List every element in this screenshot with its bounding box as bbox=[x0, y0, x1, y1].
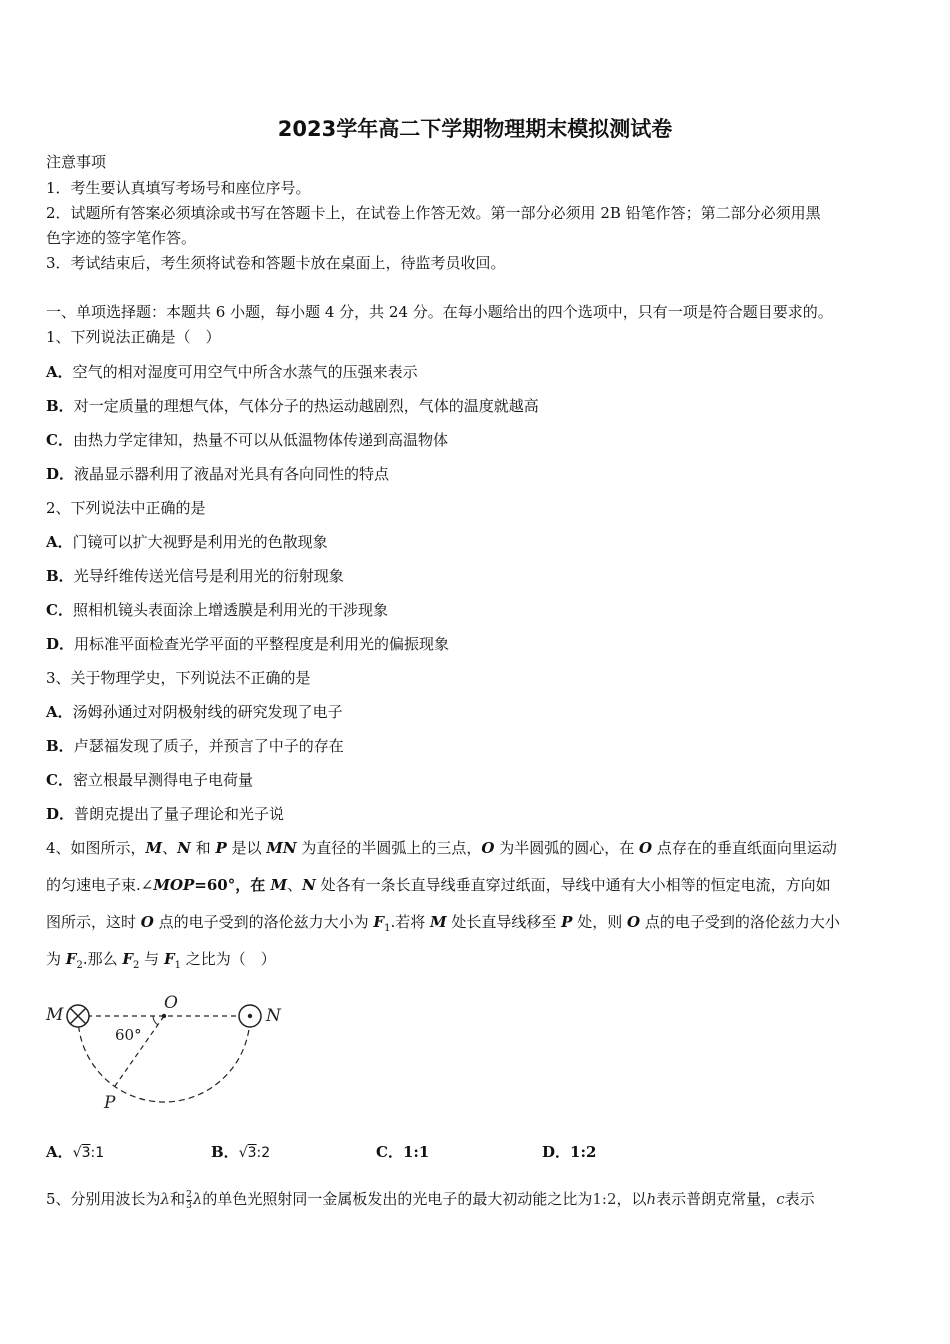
semicircle-arc bbox=[78, 1016, 250, 1102]
symbol-MOP: MOP bbox=[153, 876, 195, 894]
notice-item-2-cont: 色字迹的签字笔作答。 bbox=[46, 229, 197, 247]
text-run: 处，则 bbox=[572, 913, 627, 931]
symbol-h: h bbox=[646, 1190, 657, 1208]
q1-option-c bbox=[46, 430, 448, 450]
symbol-F: F bbox=[163, 950, 175, 968]
label-o: O bbox=[164, 993, 178, 1013]
text-run: 5、分别用波长为 bbox=[46, 1190, 161, 1208]
q4-stem-line-2 bbox=[46, 875, 831, 895]
text-run: 的单色光照射同一金属板发出的光电子的最大初动能之比为 bbox=[202, 1190, 593, 1208]
q3-stem: 3、关于物理学史，下列说法不正确的是 bbox=[46, 669, 311, 687]
option-text: 1:2 bbox=[570, 1143, 597, 1161]
text-run: 处长直导线移至 bbox=[446, 913, 562, 931]
option-text: 对一定质量的理想气体，气体分子的热运动越剧烈，气体的温度就越高 bbox=[73, 397, 539, 415]
q1-option-a bbox=[46, 362, 418, 382]
q3-option-b bbox=[46, 736, 344, 756]
option-text: 液晶显示器利用了液晶对光具有各向同性的特点 bbox=[74, 465, 390, 483]
option-letter: D． bbox=[46, 805, 75, 823]
q3-option-a bbox=[46, 702, 343, 722]
symbol-P: P bbox=[561, 913, 573, 931]
option-letter: B． bbox=[46, 397, 74, 415]
text-run: 与 bbox=[139, 950, 164, 968]
q4-option-a bbox=[46, 1142, 104, 1163]
option-text: 密立根最早测得电子电荷量 bbox=[72, 771, 253, 789]
symbol-lambda: λ bbox=[160, 1190, 171, 1208]
q1-option-d bbox=[46, 464, 389, 484]
option-text: 空气的相对湿度可用空气中所含水蒸气的压强来表示 bbox=[72, 363, 418, 381]
text-run: 4、如图所示， bbox=[46, 839, 146, 857]
ratio: 1:2 bbox=[592, 1190, 617, 1208]
text-run: 点的电子受到的洛伦兹力大小为 bbox=[153, 913, 374, 931]
center-o-point bbox=[162, 1014, 166, 1018]
option-letter: C． bbox=[46, 771, 73, 789]
option-text: 卢瑟福发现了质子，并预言了中子的存在 bbox=[73, 737, 344, 755]
angle-label: 60° bbox=[115, 1026, 142, 1044]
option-text: 1:1 bbox=[402, 1143, 430, 1161]
text-run: 处各有一条长直导线垂直穿过纸面，导线中通有大小相等的恒定电流，方向如 bbox=[315, 876, 831, 894]
sqrt-sign: √3 bbox=[72, 1145, 91, 1161]
q1-option-b bbox=[46, 396, 539, 416]
text-run: 为直径的半圆弧上的三点， bbox=[296, 839, 482, 857]
option-letter: B． bbox=[211, 1143, 239, 1161]
fraction-denominator: 3 bbox=[186, 1200, 192, 1211]
option-letter: B． bbox=[46, 737, 74, 755]
option-letter: C． bbox=[46, 431, 73, 449]
fraction-numerator: 2 bbox=[186, 1189, 192, 1200]
text-run: 点的电子受到的洛伦兹力大小 bbox=[640, 913, 840, 931]
subscript: 1 bbox=[174, 960, 181, 971]
text-run: 的匀速电子束.∠ bbox=[46, 876, 154, 894]
text-run: 表示普朗克常量， bbox=[656, 1190, 777, 1208]
notice-item-3: 3．考试结束后，考生须将试卷和答题卡放在桌面上，待监考员收回。 bbox=[46, 254, 506, 272]
option-text: 普朗克提出了量子理论和光子说 bbox=[74, 805, 285, 823]
symbol-O: O bbox=[639, 839, 653, 857]
text-run: .若将 bbox=[390, 913, 430, 931]
angle-arc bbox=[153, 1016, 158, 1025]
symbol-M: M bbox=[429, 913, 447, 931]
q4-semicircle-figure bbox=[40, 988, 300, 1116]
text-run: 和 bbox=[190, 839, 216, 857]
page-title: 2023学年高二下学期物理期末模拟测试卷 bbox=[277, 117, 673, 141]
symbol-MN: MN bbox=[266, 839, 297, 857]
option-text: 汤姆孙通过对阴极射线的研究发现了电子 bbox=[72, 703, 343, 721]
text-run: 、 bbox=[287, 876, 303, 894]
option-letter: C． bbox=[46, 601, 73, 619]
notice-item-2: 2．试题所有答案必须填涂或书写在答题卡上，在试卷上作答无效。第一部分必须用 2B 铅笔作答；第二部分必须用黑 bbox=[46, 204, 821, 222]
label-m: M bbox=[46, 1005, 64, 1025]
text-run: 点存在的垂直纸面向里运动 bbox=[652, 839, 837, 857]
text-run: 表示 bbox=[784, 1190, 815, 1208]
option-text: 由热力学定律知，热量不可以从低温物体传递到高温物体 bbox=[72, 431, 448, 449]
notice-item-1: 1．考生要认真填写考场号和座位序号。 bbox=[46, 179, 311, 197]
q3-option-d bbox=[46, 804, 284, 824]
q2-option-b bbox=[46, 566, 344, 586]
text-run: 为半圆弧的圆心，在 bbox=[494, 839, 639, 857]
label-p: P bbox=[104, 1093, 116, 1113]
q1-stem: 1、下列说法正确是（ ） bbox=[46, 328, 221, 346]
subscript: 2 bbox=[76, 960, 83, 971]
option-letter: B． bbox=[46, 567, 74, 585]
q4-option-c bbox=[376, 1142, 429, 1162]
text-run: 是以 bbox=[226, 839, 267, 857]
label-n: N bbox=[266, 1006, 281, 1026]
notice-heading: 注意事项 bbox=[46, 153, 107, 171]
text-run: 和 bbox=[170, 1190, 186, 1208]
text-run: 之比为（ ） bbox=[180, 950, 276, 968]
symbol-O: O bbox=[481, 839, 495, 857]
q2-stem: 2、下列说法中正确的是 bbox=[46, 499, 206, 517]
symbol-lambda: λ bbox=[192, 1190, 203, 1208]
option-text: 门镜可以扩大视野是利用光的色散现象 bbox=[72, 533, 328, 551]
q3-option-c bbox=[46, 770, 253, 790]
symbol-F: F bbox=[65, 950, 77, 968]
symbol-M: M bbox=[270, 876, 288, 894]
text-run: .那么 bbox=[82, 950, 123, 968]
radicand: 3 bbox=[81, 1145, 91, 1161]
option-letter: C． bbox=[376, 1143, 403, 1161]
text-run: 、 bbox=[162, 839, 178, 857]
symbol-c: c bbox=[776, 1190, 785, 1208]
option-text: 光导纤维传送光信号是利用光的衍射现象 bbox=[73, 567, 344, 585]
symbol-F: F bbox=[122, 950, 134, 968]
text-run: ，以 bbox=[616, 1190, 647, 1208]
symbol-M: M bbox=[145, 839, 163, 857]
wire-n-dot bbox=[248, 1014, 252, 1018]
sqrt-sign: √3 bbox=[238, 1145, 257, 1161]
subscript: 2 bbox=[133, 960, 140, 971]
q4-stem-line-1 bbox=[46, 838, 837, 858]
symbol-O: O bbox=[140, 913, 154, 931]
option-letter: A． bbox=[46, 363, 73, 381]
option-text: 用标准平面检查光学平面的平整程度是利用光的偏振现象 bbox=[74, 635, 450, 653]
q5-stem-line-1 bbox=[46, 1189, 815, 1211]
option-letter: D． bbox=[46, 465, 75, 483]
option-letter: A． bbox=[46, 533, 73, 551]
text-run: 为 bbox=[46, 950, 66, 968]
symbol-F: F bbox=[373, 913, 385, 931]
symbol-P: P bbox=[215, 839, 227, 857]
symbol-O: O bbox=[626, 913, 641, 931]
symbol-N: N bbox=[177, 839, 191, 857]
option-letter: A． bbox=[46, 703, 73, 721]
fraction bbox=[186, 1190, 192, 1211]
q4-option-d bbox=[542, 1142, 596, 1162]
text-run: 图所示，这时 bbox=[46, 913, 141, 931]
ratio-rest: :2 bbox=[256, 1145, 271, 1161]
subscript: 1 bbox=[384, 923, 391, 934]
q2-option-c bbox=[46, 600, 388, 620]
radicand: 3 bbox=[247, 1145, 257, 1161]
section-heading: 一、单项选择题：本题共 6 小题，每小题 4 分，共 24 分。在每小题给出的四个选项中，只有一项是符合题目要求的。 bbox=[46, 303, 833, 321]
q4-stem-line-4 bbox=[46, 949, 276, 976]
option-letter: A． bbox=[46, 1143, 73, 1161]
q2-option-d bbox=[46, 634, 449, 654]
option-text: 照相机镜头表面涂上增透膜是利用光的干涉现象 bbox=[72, 601, 388, 619]
text-run: =60°，在 bbox=[194, 876, 271, 894]
q4-stem-line-3 bbox=[46, 912, 840, 939]
symbol-N: N bbox=[302, 876, 316, 894]
option-letter: D． bbox=[542, 1143, 571, 1161]
q4-option-b bbox=[211, 1142, 270, 1163]
q2-option-a bbox=[46, 532, 328, 552]
option-letter: D． bbox=[46, 635, 75, 653]
ratio-rest: :1 bbox=[90, 1145, 105, 1161]
